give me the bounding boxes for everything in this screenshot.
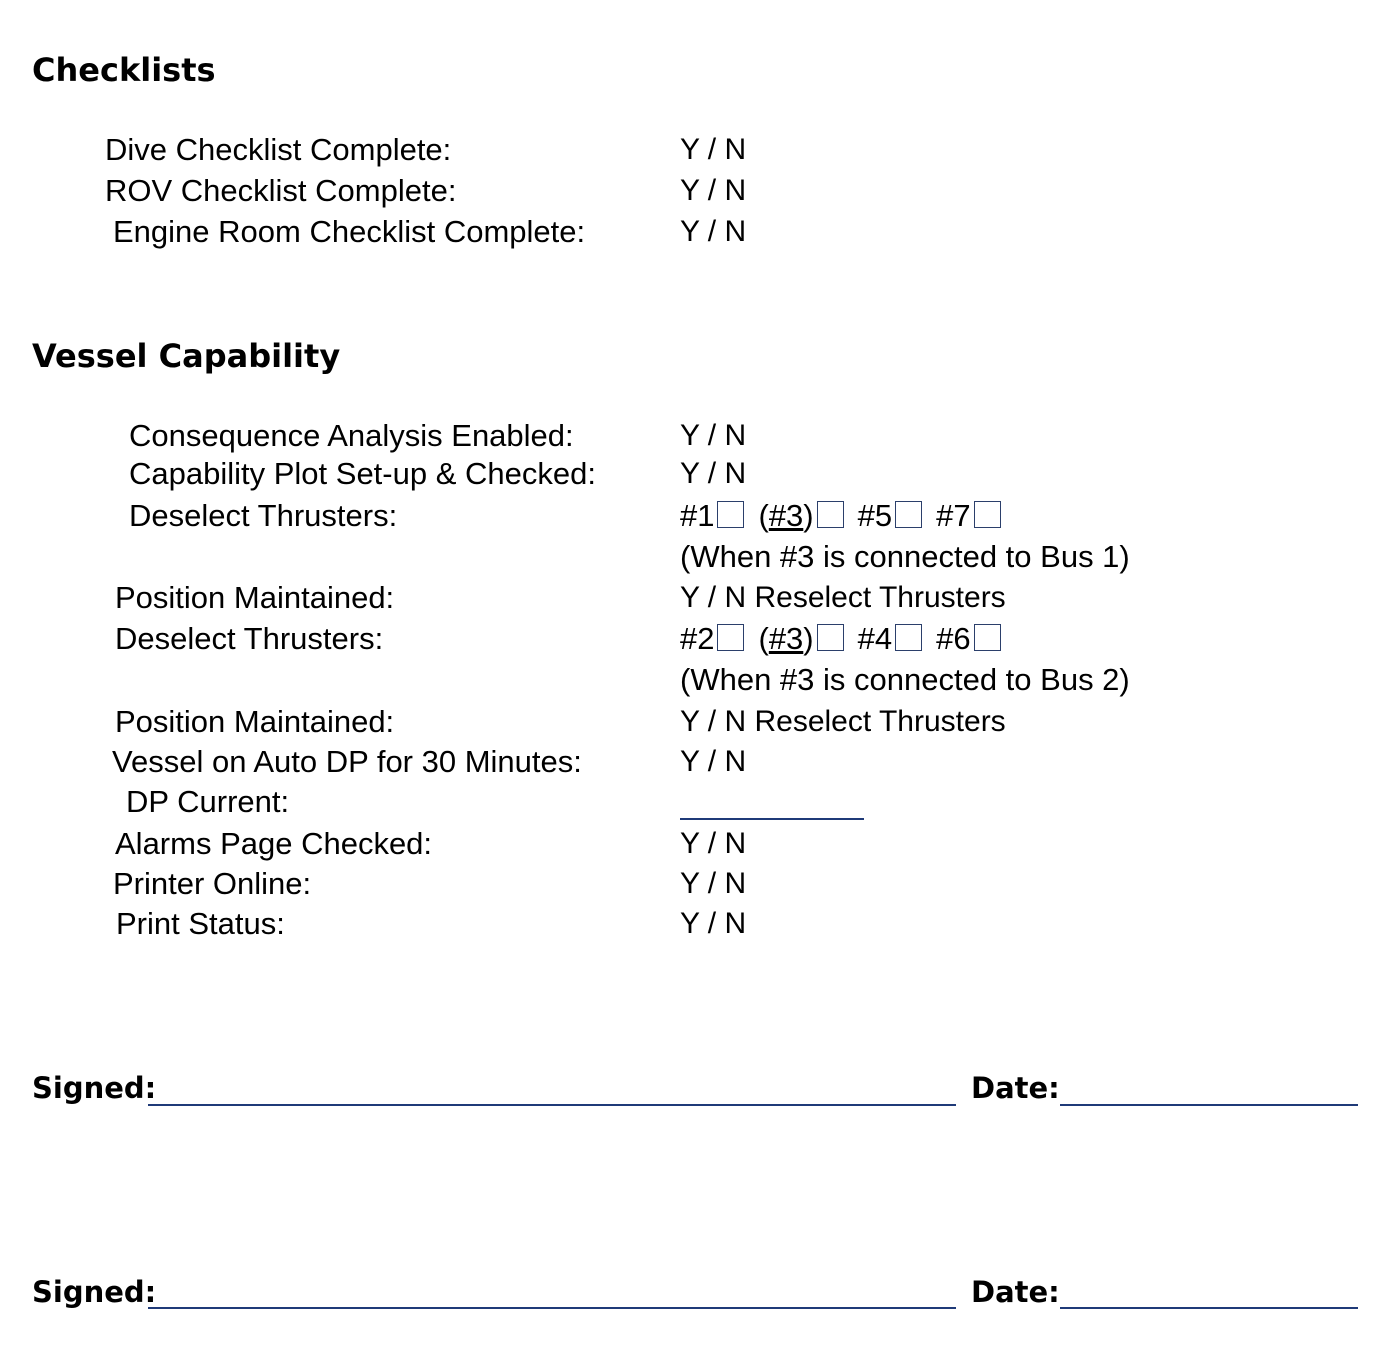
printer-online-label: Printer Online: (113, 866, 312, 901)
thruster-5-checkbox[interactable] (895, 501, 922, 528)
thruster-3-checkbox[interactable] (817, 624, 844, 651)
signature-field-2[interactable] (148, 1307, 956, 1309)
alarms-page-value[interactable]: Y / N (680, 827, 747, 860)
thruster-6-checkbox[interactable] (974, 624, 1001, 651)
date-field-1[interactable] (1060, 1104, 1358, 1106)
vessel-capability-heading: Vessel Capability (32, 337, 341, 375)
date-label-2: Date: (971, 1275, 1060, 1309)
dive-checklist-value[interactable]: Y / N (680, 133, 747, 166)
engine-room-checklist-label: Engine Room Checklist Complete: (113, 214, 586, 249)
dive-checklist-label: Dive Checklist Complete: (105, 132, 452, 167)
capability-plot-label: Capability Plot Set-up & Checked: (129, 456, 596, 491)
alarms-page-label: Alarms Page Checked: (115, 826, 433, 861)
capability-plot-value[interactable]: Y / N (680, 457, 747, 490)
thruster-7-label: #7 (936, 498, 971, 533)
thruster-5-label: #5 (857, 498, 893, 533)
checklists-heading: Checklists (32, 51, 216, 89)
print-status-value[interactable]: Y / N (680, 907, 747, 940)
date-field-2[interactable] (1060, 1307, 1358, 1309)
date-label-1: Date: (971, 1071, 1060, 1105)
signed-label-1: Signed: (32, 1071, 157, 1105)
thruster-selection-bus-2 (680, 620, 1015, 658)
bus-2-note: (When #3 is connected to Bus 2) (680, 662, 1130, 697)
consequence-analysis-value[interactable]: Y / N (680, 419, 747, 452)
thruster-2-checkbox[interactable] (717, 624, 744, 651)
printer-online-value[interactable]: Y / N (680, 867, 747, 900)
thruster-6-label: #6 (936, 621, 971, 656)
thruster-3-open-paren: ( (758, 621, 769, 656)
thruster-7-checkbox[interactable] (974, 501, 1001, 528)
auto-dp-value[interactable]: Y / N (680, 745, 747, 778)
signed-label-2: Signed: (32, 1275, 157, 1309)
dp-current-label: DP Current: (126, 784, 290, 819)
position-maintained-value-1[interactable]: Y / N Reselect Thrusters (680, 581, 1006, 614)
rov-checklist-value[interactable]: Y / N (680, 174, 747, 207)
auto-dp-label: Vessel on Auto DP for 30 Minutes: (112, 744, 582, 779)
deselect-thrusters-label-2: Deselect Thrusters: (115, 621, 384, 656)
print-status-label: Print Status: (116, 906, 285, 941)
thruster-1-label: #1 (680, 498, 715, 533)
position-maintained-label-1: Position Maintained: (115, 580, 395, 615)
signature-field-1[interactable] (148, 1104, 956, 1106)
thruster-3-close-paren: ) (803, 621, 814, 656)
thruster-3-open-paren: ( (758, 498, 769, 533)
thruster-4-checkbox[interactable] (895, 624, 922, 651)
bus-1-note: (When #3 is connected to Bus 1) (680, 539, 1130, 574)
engine-room-checklist-value[interactable]: Y / N (680, 215, 747, 248)
thruster-3-checkbox[interactable] (817, 501, 844, 528)
rov-checklist-label: ROV Checklist Complete: (105, 173, 457, 208)
thruster-1-checkbox[interactable] (717, 501, 744, 528)
thruster-3-label: #3 (768, 621, 804, 656)
thruster-selection-bus-1 (680, 497, 1015, 535)
thruster-3-close-paren: ) (803, 498, 814, 533)
dp-current-field[interactable] (680, 818, 864, 820)
thruster-3-label: #3 (768, 498, 804, 533)
thruster-2-label: #2 (680, 621, 715, 656)
deselect-thrusters-label-1: Deselect Thrusters: (129, 498, 398, 533)
position-maintained-label-2: Position Maintained: (115, 704, 395, 739)
position-maintained-value-2[interactable]: Y / N Reselect Thrusters (680, 705, 1006, 738)
consequence-analysis-label: Consequence Analysis Enabled: (129, 418, 574, 453)
thruster-4-label: #4 (857, 621, 893, 656)
